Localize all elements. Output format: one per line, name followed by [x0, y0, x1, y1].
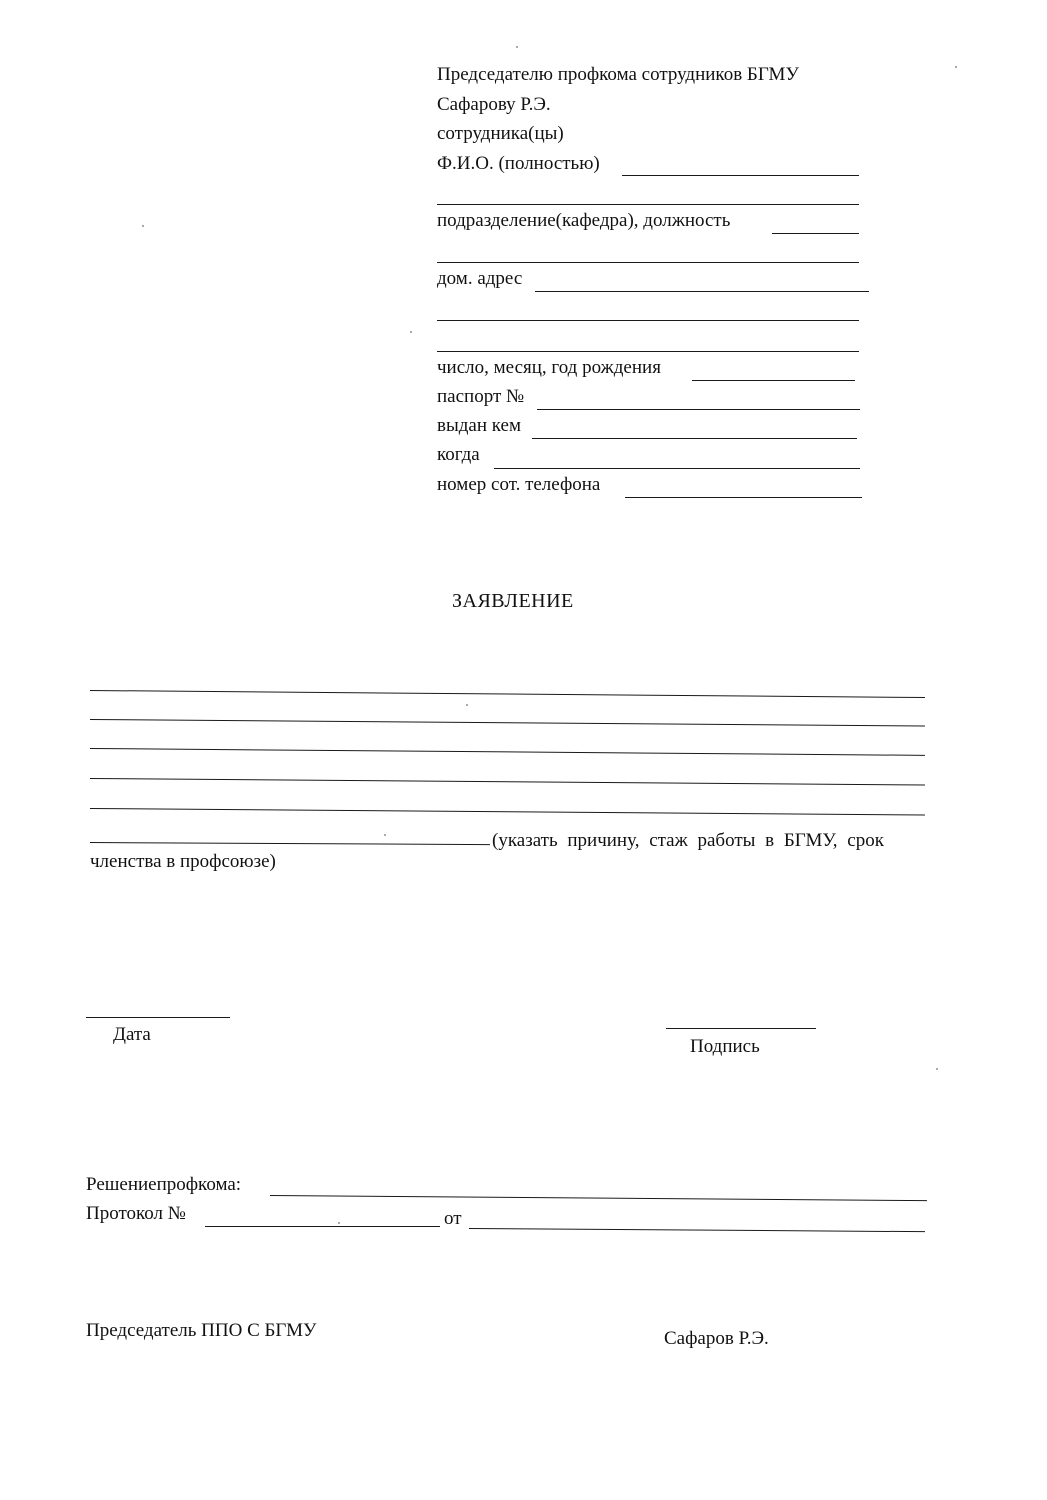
chairman-label: Председатель ППО С БГМУ: [86, 1320, 317, 1341]
document-title: ЗАЯВЛЕНИЕ: [452, 590, 574, 612]
home-address-blank-line-3[interactable]: [437, 351, 859, 352]
home-address-blank-line[interactable]: [535, 291, 869, 292]
fio-label: Ф.И.О. (полностью): [437, 153, 600, 174]
protocol-label: Протокол №: [86, 1203, 186, 1224]
chairman-name: Сафаров Р.Э.: [664, 1328, 769, 1349]
home-address-blank-line-2[interactable]: [437, 320, 859, 321]
protocol-date-blank-line[interactable]: [469, 1228, 925, 1232]
department-label: подразделение(кафедра), должность: [437, 210, 731, 231]
passport-label: паспорт №: [437, 386, 525, 407]
department-blank-line[interactable]: [772, 233, 859, 234]
department-blank-line-2[interactable]: [437, 262, 859, 263]
decision-blank-line[interactable]: [270, 1195, 927, 1201]
fio-blank-line[interactable]: [622, 175, 859, 176]
scan-speck: [936, 1068, 938, 1070]
addressee-line-2: Сафарову Р.Э.: [437, 94, 551, 115]
scan-speck: [384, 834, 386, 836]
issued-by-label: выдан кем: [437, 415, 521, 436]
body-line-5[interactable]: [90, 808, 925, 816]
body-line-4[interactable]: [90, 778, 925, 786]
passport-blank-line[interactable]: [537, 409, 860, 410]
birth-date-label: число, месяц, год рождения: [437, 357, 661, 378]
signature-blank-line[interactable]: [666, 1028, 816, 1029]
from-employee-label: сотрудника(цы): [437, 123, 564, 144]
date-label: Дата: [113, 1024, 151, 1045]
body-instruction-line-2: членства в профсоюзе): [90, 851, 276, 872]
scan-speck: [955, 66, 957, 68]
birth-date-blank-line[interactable]: [692, 380, 855, 381]
date-blank-line[interactable]: [86, 1017, 230, 1018]
decision-label: Решениепрофкома:: [86, 1174, 242, 1195]
phone-label: номер сот. телефона: [437, 474, 601, 495]
signature-label: Подпись: [690, 1036, 760, 1057]
body-instruction-line-1: (указать причину, стаж работы в БГМУ, срок: [492, 830, 884, 851]
scan-speck: [338, 1222, 340, 1224]
addressee-line-1: Председателю профкома сотрудников БГМУ: [437, 64, 799, 85]
scan-speck: [142, 225, 144, 227]
protocol-from-label: от: [444, 1208, 462, 1229]
protocol-number-blank-line[interactable]: [205, 1226, 440, 1227]
issued-by-blank-line[interactable]: [532, 438, 857, 439]
scan-speck: [410, 331, 412, 333]
home-address-label: дом. адрес: [437, 268, 523, 289]
phone-blank-line[interactable]: [625, 497, 862, 498]
issued-when-label: когда: [437, 444, 480, 465]
scan-speck: [516, 46, 518, 48]
fio-blank-line-2[interactable]: [437, 204, 859, 205]
body-line-2[interactable]: [90, 719, 925, 727]
issued-when-blank-line[interactable]: [494, 468, 860, 469]
body-line-6[interactable]: [90, 842, 490, 845]
body-line-3[interactable]: [90, 748, 925, 756]
body-line-1[interactable]: [90, 690, 925, 698]
scan-speck: [466, 704, 468, 706]
